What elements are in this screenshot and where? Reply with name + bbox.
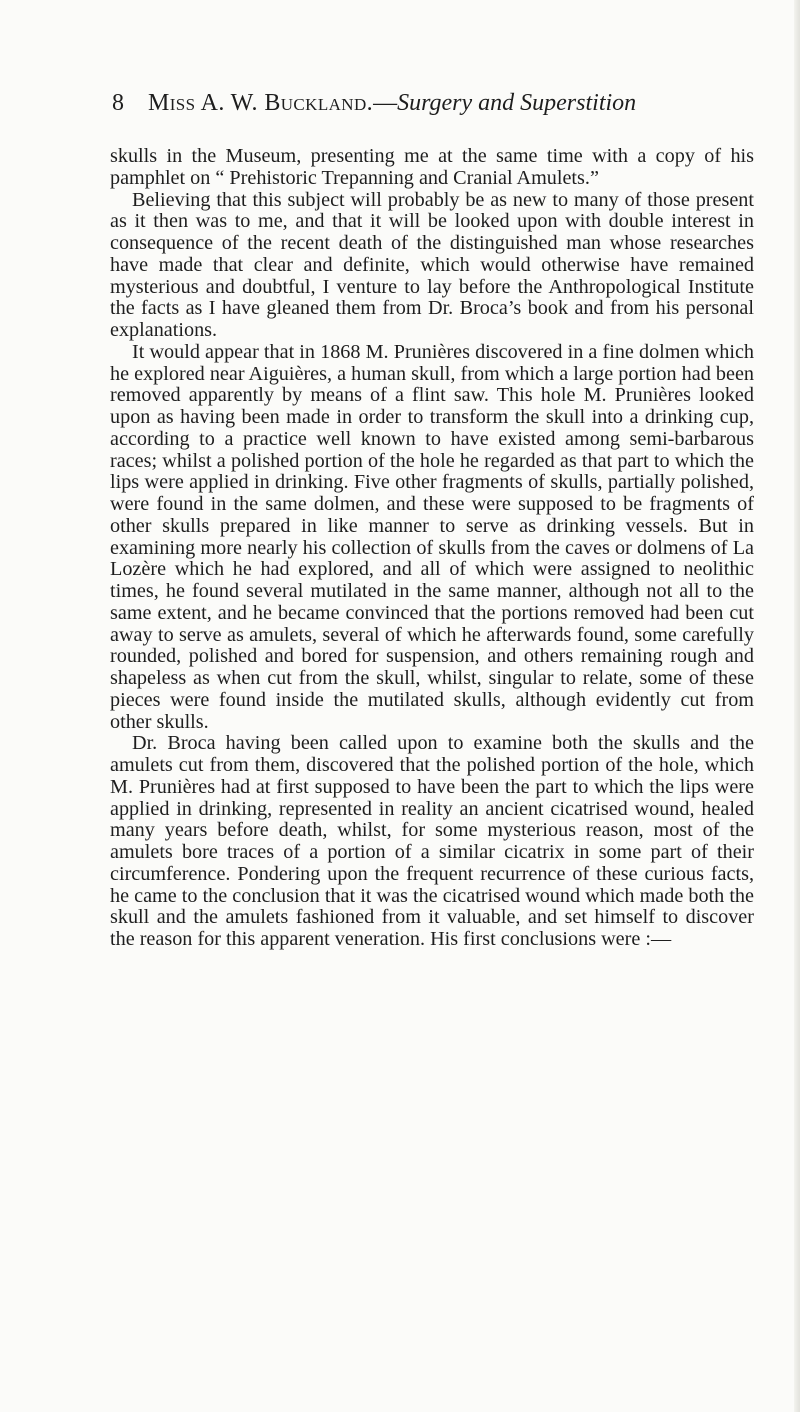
paragraph-1: skulls in the Museum, presenting me at the same time with a copy of his pamphlet on “ Prehistoric Trepanning and Cranial Amulets.” — [110, 145, 754, 189]
body-text — [110, 146, 754, 951]
paragraph-2: Believing that this subject will probably be as new to many of those present as it then was to me, and that it will be looked upon with double interest in consequence of the recent death of the distinguished man whose researches have made that clear and definite, which would otherwise have remained mysterious and doubtful, I venture to lay before the Anthropological Institute the facts as I have gleaned them from Dr. Broca’s book and from his personal explanations. — [110, 188, 754, 341]
page-number: 8 — [112, 90, 124, 116]
header-author: Miss A. W. Buckland. — [148, 90, 374, 116]
page-edge-shadow — [794, 0, 800, 1412]
paragraph-3: It would appear that in 1868 M. Prunières discovered in a fine dolmen which he explored near Aiguières, a human skull, from which a large portion had been removed apparently by means of a flint saw. This hole M. Prunières looked upon as having been made in order to transform the skull into a drinking cup, according to a practice well known to have existed among semi-barbarous races; whilst a polished portion of the hole he regarded as that part to which the lips were applied in drinking. Five other fragments of skulls, partially polished, were found in the same dolmen, and these were supposed to be fragments of other skulls prepared in like manner to serve as drinking vessels. But in examining more nearly his collection of skulls from the caves or dolmens of La Lozère which he had explored, and all of which were assigned to neolithic times, he found several mutilated in the same manner, although not all to the same extent, and he became convinced that the portions removed had been cut away to serve as amulets, several of which he afterwards found, some carefully rounded, polished and bored for suspension, and others remaining rough and shapeless as when cut from the skull, whilst, singular to relate, some of these pieces were found inside the mutilated skulls, although evidently cut from other skulls. — [110, 340, 754, 733]
paragraph-4: Dr. Broca having been called upon to examine both the skulls and the amulets cut from them, discovered that the polished portion of the hole, which M. Prunières had at first supposed to have been the part to which the lips were applied in drinking, represented in reality an ancient cicatrised wound, healed many years before death, whilst, for some mysterious reason, most of the amulets bore traces of a portion of a similar cicatrix in some part of their circumference. Pondering upon the frequent recurrence of these curious facts, he came to the conclusion that it was the cicatrised wound which made both the skull and the amulets fashioned from it valuable, and set himself to discover the reason for this apparent veneration. His first conclusions were :— — [110, 732, 754, 950]
running-header — [112, 88, 712, 118]
header-title: Surgery and Superstition — [397, 90, 637, 116]
header-separator: — — [373, 90, 398, 116]
